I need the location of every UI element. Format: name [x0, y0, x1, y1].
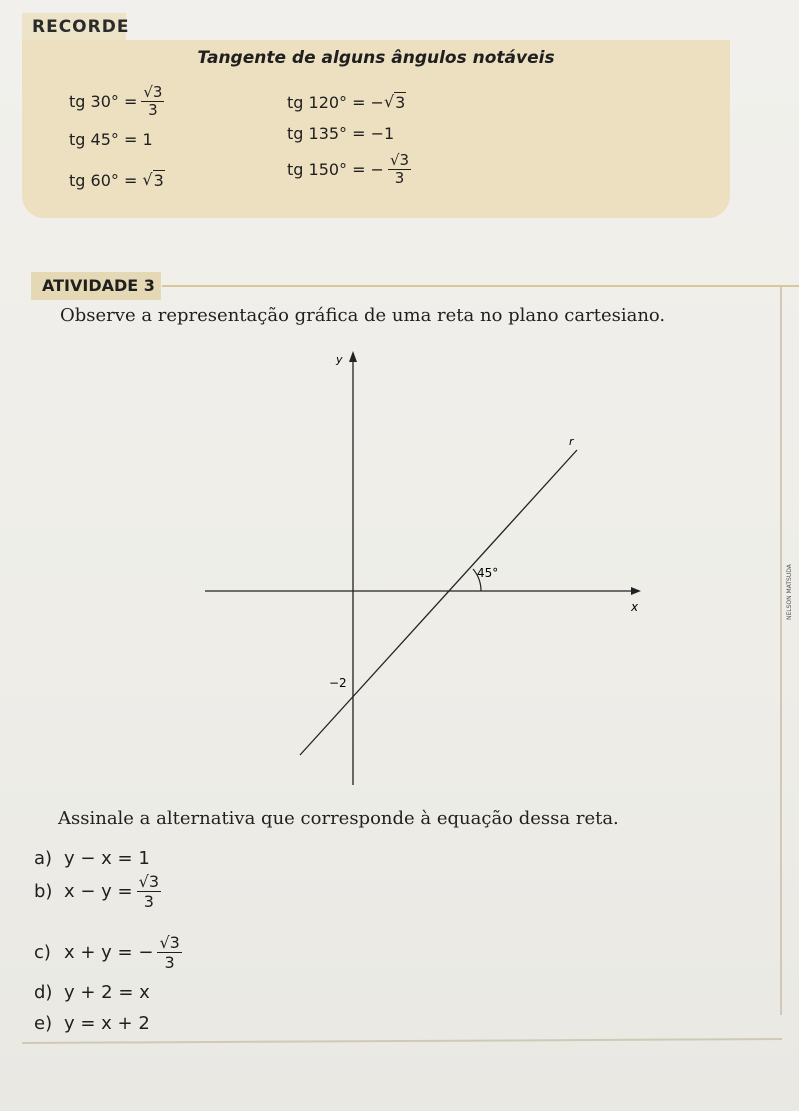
tg60-root: √ 3: [142, 170, 164, 190]
option-c-lhs: x + y = −: [64, 942, 154, 963]
angle-label: 45°: [477, 566, 499, 580]
option-a-text: y − x = 1: [64, 848, 150, 869]
cartesian-graph: [205, 345, 665, 790]
box-title: Tangente de alguns ângulos notáveis: [197, 48, 555, 68]
y-axis-label: y: [336, 353, 343, 366]
tg30-den: 3: [148, 101, 158, 119]
option-a-letter: a): [34, 848, 53, 869]
tg150-fraction: [388, 152, 411, 187]
tg150-sign: −: [370, 160, 384, 179]
tg60-radicand: 3: [153, 171, 164, 190]
tg120-root: √ 3: [383, 92, 406, 112]
question-text: Assinale a alternativa que corresponde à equação dessa reta.: [58, 808, 619, 829]
x-axis-arrow: [631, 587, 641, 595]
image-credit: [783, 415, 793, 625]
tg60-lhs: tg 60° =: [69, 170, 138, 190]
option-d-letter: d): [34, 982, 53, 1003]
option-e-letter: e): [34, 1013, 53, 1034]
option-e[interactable]: [34, 1013, 150, 1034]
option-b[interactable]: [34, 872, 161, 911]
activity-label: ATIVIDADE 3: [31, 272, 161, 300]
tg30-fraction: [141, 84, 164, 119]
option-a[interactable]: [34, 848, 150, 869]
tangent-reference-box: [22, 40, 730, 218]
tg30-lhs: tg 30° =: [69, 92, 138, 111]
tg120-sign: −: [370, 92, 384, 112]
option-c-den: 3: [164, 953, 175, 972]
x-axis-label: x: [631, 600, 639, 614]
tg30-equation: [69, 84, 164, 119]
option-c-fraction: [157, 933, 181, 972]
option-c-num: √3: [159, 933, 180, 952]
intercept-label: −2: [329, 676, 347, 690]
tg150-lhs: tg 150° =: [287, 160, 366, 179]
tg150-equation: [287, 152, 411, 187]
option-d-text: y + 2 = x: [64, 982, 150, 1003]
option-b-fraction: [137, 872, 161, 911]
credit-text: NELSON MATSUDA: [786, 564, 793, 620]
option-c-letter: c): [34, 942, 51, 963]
tg120-radicand: 3: [395, 93, 406, 112]
line-r-label: r: [569, 435, 574, 448]
tg60-equation: [69, 170, 165, 190]
option-b-letter: b): [34, 881, 53, 902]
line-r: [300, 450, 577, 755]
activity-rule: [162, 285, 799, 287]
tg150-num: √3: [389, 151, 410, 169]
tg45-equation: tg 45° = 1: [69, 130, 153, 149]
tg135-equation: tg 135° = −1: [287, 124, 395, 143]
tg150-den: 3: [394, 169, 405, 187]
y-axis-arrow: [349, 351, 357, 362]
bottom-rule: [22, 1038, 782, 1044]
tg120-equation: [287, 92, 406, 112]
tg120-lhs: tg 120° =: [287, 92, 366, 112]
section-label: RECORDE: [22, 13, 126, 41]
activity-statement: Observe a representação gráfica de uma reta no plano cartesiano.: [60, 305, 666, 326]
option-e-text: y = x + 2: [64, 1013, 150, 1034]
option-b-den: 3: [143, 892, 154, 911]
option-d[interactable]: [34, 982, 150, 1003]
option-b-num: √3: [138, 872, 160, 891]
activity-frame: [780, 285, 782, 1015]
option-c[interactable]: [34, 933, 182, 972]
option-b-lhs: x − y =: [64, 881, 133, 902]
tg30-num: √3: [143, 83, 163, 101]
